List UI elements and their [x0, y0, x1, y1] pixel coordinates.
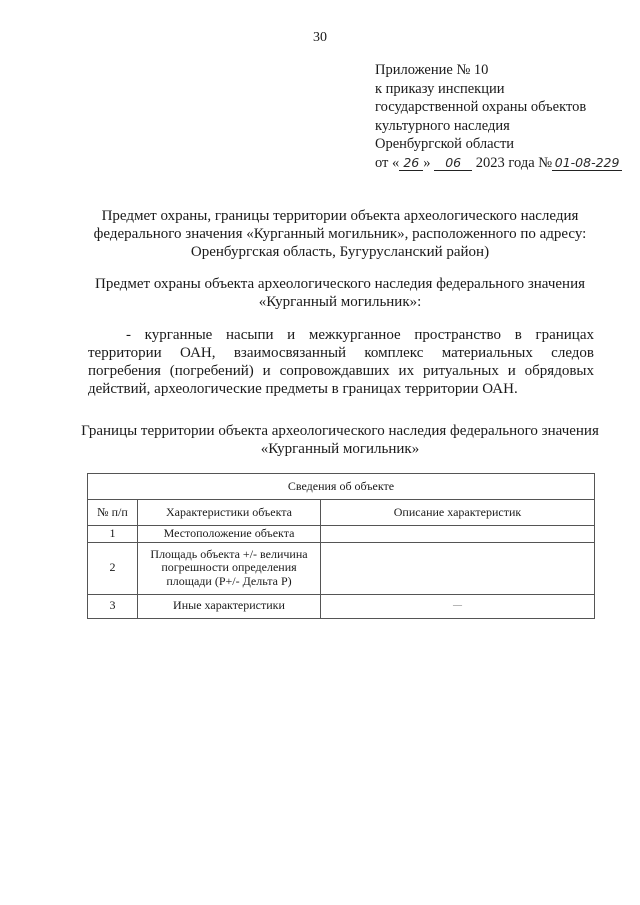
- row-characteristic: Местоположение объекта: [138, 526, 321, 543]
- heading-subject: Предмет охраны объекта археологического наследия федерального значения «Курганный могильник»:: [94, 276, 586, 310]
- table-caption: Сведения об объекте: [88, 474, 595, 500]
- row-description: —: [321, 594, 595, 618]
- row-description: [321, 526, 595, 543]
- handwritten-order-number: 01-08-229: [552, 155, 622, 171]
- row-number: 3: [88, 594, 138, 618]
- date-mid: »: [423, 154, 431, 171]
- table-row: [88, 594, 595, 618]
- object-info-table: [87, 473, 595, 619]
- row-characteristic: Иные характеристики: [138, 594, 321, 618]
- appendix-line: Приложение № 10: [375, 62, 489, 78]
- heading-boundaries: Границы территории объекта археологического наследия федерального значения «Курганный могильник»: [81, 423, 599, 457]
- row-description: [321, 542, 595, 594]
- row-number: 1: [88, 526, 138, 543]
- appendix-block: [375, 61, 622, 172]
- appendix-line: Оренбургской области: [375, 136, 515, 152]
- handwritten-day: 26: [399, 155, 423, 171]
- appendix-line: государственной охраны объектов: [375, 99, 587, 115]
- appendix-date-line: [375, 154, 622, 173]
- row-characteristic: Площадь объекта +/- величина погрешности определения площади (Р+/- Дельта Р): [138, 542, 321, 594]
- year-text: 2023 года №: [475, 154, 553, 171]
- heading-main: Предмет охраны, границы территории объекта археологического наследия федерального значения «Курганный могильник», расположенного по адресу: Оренбургская область, Бугурусланский район): [93, 208, 587, 260]
- subject-paragraph: - курганные насыпи и межкурганное пространство в границах территории ОАН, взаимосвязанный комплекс материальных следов погребения (погребений) и сопровождавших их ритуальных и обрядовых действий, археологические предметы в границах территории ОАН.: [88, 327, 594, 397]
- table-row: [88, 526, 595, 543]
- page-number: 30: [313, 30, 327, 45]
- appendix-line: культурного наследия: [375, 117, 510, 134]
- handwritten-month: 06: [434, 155, 472, 171]
- table-header: Характеристики объекта: [138, 500, 321, 526]
- table-header: № п/п: [88, 500, 138, 526]
- appendix-line: к приказу инспекции: [375, 80, 505, 97]
- table-header: Описание характеристик: [321, 500, 595, 526]
- table-row: [88, 542, 595, 594]
- row-number: 2: [88, 542, 138, 594]
- date-prefix: от «: [375, 154, 400, 171]
